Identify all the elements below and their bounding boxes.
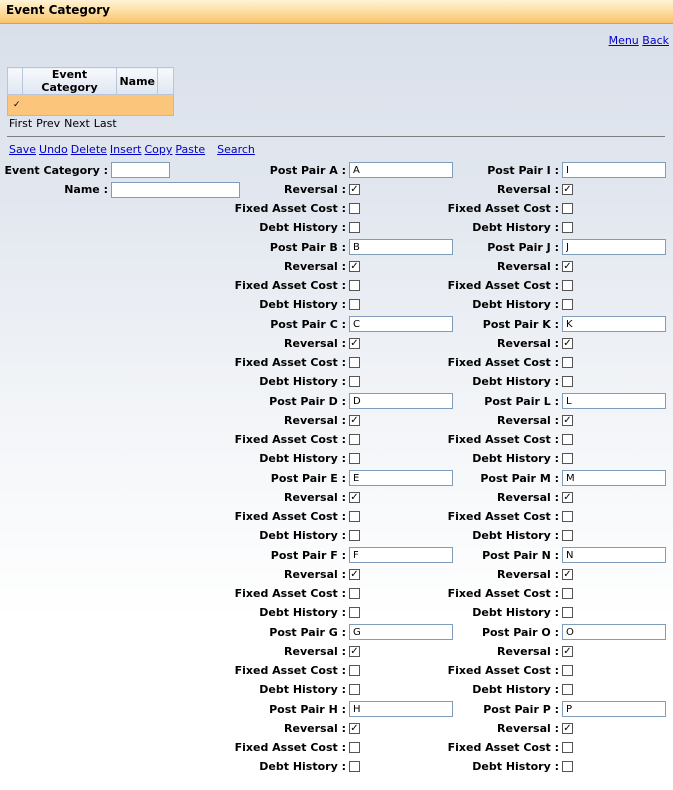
- post-pair-g-reversal-checkbox[interactable]: ✓: [350, 646, 359, 657]
- post-pair-l-fixed-asset-cost-checkbox[interactable]: [562, 434, 573, 445]
- post-pair-c-reversal-checkbox[interactable]: ✓: [350, 338, 359, 349]
- post-pair-m-debt-history-checkbox[interactable]: [562, 530, 573, 541]
- post-pair-g-debt-history-checkbox[interactable]: [349, 684, 360, 695]
- post-pair-i-fixed-asset-cost-checkbox[interactable]: [562, 203, 573, 214]
- post-pair-i-input[interactable]: [562, 162, 666, 178]
- post-pair-b-fixed-asset-cost-label: Fixed Asset Cost :: [234, 279, 346, 292]
- post-pair-e-reversal-checkbox[interactable]: ✓: [350, 492, 359, 503]
- post-pair-e-input[interactable]: [349, 470, 453, 486]
- post-pair-b-fixed-asset-cost-checkbox[interactable]: [349, 280, 360, 291]
- post-pair-d-debt-history-checkbox[interactable]: [349, 453, 360, 464]
- post-pair-f-debt-history-label: Debt History :: [259, 606, 346, 619]
- post-pair-c-reversal-label: Reversal :: [284, 337, 346, 350]
- post-pair-k-input[interactable]: [562, 316, 666, 332]
- post-pair-k-label: Post Pair K :: [482, 318, 559, 331]
- post-pair-o-fixed-asset-cost-checkbox[interactable]: [562, 665, 573, 676]
- post-pair-k-reversal-label: Reversal :: [497, 337, 559, 350]
- post-pair-g-label: Post Pair G :: [269, 626, 346, 639]
- post-pair-h-input[interactable]: [349, 701, 453, 717]
- event-category-input[interactable]: [111, 162, 170, 178]
- post-pair-o-reversal-label: Reversal :: [497, 645, 559, 658]
- post-pair-d-fixed-asset-cost-checkbox[interactable]: [349, 434, 360, 445]
- post-pair-p-reversal-label: Reversal :: [497, 722, 559, 735]
- post-pair-o-label: Post Pair O :: [481, 626, 559, 639]
- post-pair-d-label: Post Pair D :: [269, 395, 346, 408]
- title-bar: [0, 0, 673, 24]
- post-pair-g-reversal-label: Reversal :: [284, 645, 346, 658]
- post-pair-o-debt-history-checkbox[interactable]: [562, 684, 573, 695]
- post-pair-m-fixed-asset-cost-label: Fixed Asset Cost :: [447, 510, 559, 523]
- post-pair-h-debt-history-checkbox[interactable]: [349, 761, 360, 772]
- post-pair-b-input[interactable]: [349, 239, 453, 255]
- pager-last[interactable]: Last: [93, 117, 117, 130]
- post-pair-f-debt-history-checkbox[interactable]: [349, 607, 360, 618]
- insert-link[interactable]: Insert: [109, 143, 142, 156]
- post-pair-i-debt-history-checkbox[interactable]: [562, 222, 573, 233]
- post-pair-o-reversal-checkbox[interactable]: ✓: [563, 646, 572, 657]
- action-bar: [9, 143, 258, 156]
- post-pair-n-reversal-checkbox[interactable]: ✓: [563, 569, 572, 580]
- post-pair-c-input[interactable]: [349, 316, 453, 332]
- grid-selector-header: [8, 68, 23, 95]
- grid-header-spacer: [158, 68, 174, 95]
- post-pair-i-fixed-asset-cost-label: Fixed Asset Cost :: [447, 202, 559, 215]
- undo-link[interactable]: Undo: [39, 143, 68, 156]
- post-pair-c-debt-history-label: Debt History :: [259, 375, 346, 388]
- name-input[interactable]: [111, 182, 240, 198]
- search-link[interactable]: Search: [217, 143, 255, 156]
- post-pair-n-debt-history-checkbox[interactable]: [562, 607, 573, 618]
- post-pair-p-fixed-asset-cost-label: Fixed Asset Cost :: [447, 741, 559, 754]
- post-pair-h-debt-history-label: Debt History :: [259, 760, 346, 773]
- post-pair-j-debt-history-label: Debt History :: [472, 298, 559, 311]
- post-pair-c-fixed-asset-cost-label: Fixed Asset Cost :: [234, 356, 346, 369]
- post-pair-h-label: Post Pair H :: [269, 703, 346, 716]
- post-pair-m-debt-history-label: Debt History :: [472, 529, 559, 542]
- post-pair-m-reversal-label: Reversal :: [497, 491, 559, 504]
- post-pair-k-reversal-checkbox[interactable]: ✓: [563, 338, 572, 349]
- post-pair-l-debt-history-checkbox[interactable]: [562, 453, 573, 464]
- post-pair-j-fixed-asset-cost-label: Fixed Asset Cost :: [447, 279, 559, 292]
- post-pair-e-debt-history-checkbox[interactable]: [349, 530, 360, 541]
- paste-link[interactable]: Paste: [175, 143, 206, 156]
- post-pair-i-reversal-label: Reversal :: [497, 183, 559, 196]
- post-pair-a-input[interactable]: [349, 162, 453, 178]
- row-selected-marker[interactable]: ✓: [8, 95, 174, 116]
- post-pair-f-label: Post Pair F :: [270, 549, 346, 562]
- post-pair-d-fixed-asset-cost-label: Fixed Asset Cost :: [234, 433, 346, 446]
- post-pair-d-reversal-checkbox[interactable]: ✓: [350, 415, 359, 426]
- post-pair-a-debt-history-label: Debt History :: [259, 221, 346, 234]
- post-pair-a-debt-history-checkbox[interactable]: [349, 222, 360, 233]
- post-pair-g-input[interactable]: [349, 624, 453, 640]
- post-pair-e-fixed-asset-cost-label: Fixed Asset Cost :: [234, 510, 346, 523]
- back-link[interactable]: Back: [642, 34, 669, 47]
- post-pair-p-input[interactable]: [562, 701, 666, 717]
- post-pair-d-debt-history-label: Debt History :: [259, 452, 346, 465]
- save-link[interactable]: Save: [9, 143, 37, 156]
- post-pair-p-label: Post Pair P :: [483, 703, 559, 716]
- post-pair-e-reversal-label: Reversal :: [284, 491, 346, 504]
- post-pair-j-fixed-asset-cost-checkbox[interactable]: [562, 280, 573, 291]
- post-pair-b-debt-history-label: Debt History :: [259, 298, 346, 311]
- divider: [7, 136, 665, 137]
- top-links: [609, 34, 669, 47]
- grid-header-name[interactable]: Name: [117, 68, 158, 95]
- post-pair-c-debt-history-checkbox[interactable]: [349, 376, 360, 387]
- post-pair-l-input[interactable]: [562, 393, 666, 409]
- window-title: Event Category: [6, 3, 110, 17]
- post-pair-j-reversal-label: Reversal :: [497, 260, 559, 273]
- post-pair-m-fixed-asset-cost-checkbox[interactable]: [562, 511, 573, 522]
- post-pair-o-fixed-asset-cost-label: Fixed Asset Cost :: [447, 664, 559, 677]
- post-pair-i-debt-history-label: Debt History :: [472, 221, 559, 234]
- post-pair-h-reversal-checkbox[interactable]: ✓: [350, 723, 359, 734]
- post-pair-p-reversal-checkbox[interactable]: ✓: [563, 723, 572, 734]
- post-pair-f-input[interactable]: [349, 547, 453, 563]
- post-pair-f-fixed-asset-cost-checkbox[interactable]: [349, 588, 360, 599]
- post-pair-e-label: Post Pair E :: [270, 472, 346, 485]
- post-pair-k-debt-history-label: Debt History :: [472, 375, 559, 388]
- post-pair-l-reversal-checkbox[interactable]: ✓: [563, 415, 572, 426]
- post-pair-a-fixed-asset-cost-checkbox[interactable]: [349, 203, 360, 214]
- post-pair-j-debt-history-checkbox[interactable]: [562, 299, 573, 310]
- post-pair-n-input[interactable]: [562, 547, 666, 563]
- post-pair-b-label: Post Pair B :: [269, 241, 346, 254]
- post-pair-p-debt-history-label: Debt History :: [472, 760, 559, 773]
- event-category-label: Event Category :: [4, 164, 108, 177]
- post-pair-j-reversal-checkbox[interactable]: ✓: [563, 261, 572, 272]
- post-pair-m-reversal-checkbox[interactable]: ✓: [563, 492, 572, 503]
- post-pair-b-debt-history-checkbox[interactable]: [349, 299, 360, 310]
- name-label: Name :: [64, 183, 108, 196]
- post-pair-a-label: Post Pair A :: [269, 164, 346, 177]
- post-pair-g-debt-history-label: Debt History :: [259, 683, 346, 696]
- post-pair-n-fixed-asset-cost-checkbox[interactable]: [562, 588, 573, 599]
- post-pair-n-debt-history-label: Debt History :: [472, 606, 559, 619]
- post-pair-d-input[interactable]: [349, 393, 453, 409]
- post-pair-a-fixed-asset-cost-label: Fixed Asset Cost :: [234, 202, 346, 215]
- post-pair-p-fixed-asset-cost-checkbox[interactable]: [562, 742, 573, 753]
- post-pair-k-debt-history-checkbox[interactable]: [562, 376, 573, 387]
- post-pair-c-fixed-asset-cost-checkbox[interactable]: [349, 357, 360, 368]
- pager-prev[interactable]: Prev: [36, 117, 61, 130]
- post-pair-n-reversal-label: Reversal :: [497, 568, 559, 581]
- table-row[interactable]: [8, 95, 174, 116]
- post-pair-o-input[interactable]: [562, 624, 666, 640]
- post-pair-g-fixed-asset-cost-checkbox[interactable]: [349, 665, 360, 676]
- post-pair-i-label: Post Pair I :: [487, 164, 559, 177]
- post-pair-l-debt-history-label: Debt History :: [472, 452, 559, 465]
- post-pair-d-reversal-label: Reversal :: [284, 414, 346, 427]
- event-category-grid: [7, 67, 174, 116]
- post-pair-l-reversal-label: Reversal :: [497, 414, 559, 427]
- post-pair-f-reversal-checkbox[interactable]: ✓: [350, 569, 359, 580]
- post-pair-c-label: Post Pair C :: [270, 318, 346, 331]
- post-pair-a-reversal-label: Reversal :: [284, 183, 346, 196]
- post-pair-o-debt-history-label: Debt History :: [472, 683, 559, 696]
- post-pair-e-debt-history-label: Debt History :: [259, 529, 346, 542]
- post-pair-n-label: Post Pair N :: [482, 549, 559, 562]
- pager: [9, 117, 121, 130]
- post-pair-b-reversal-label: Reversal :: [284, 260, 346, 273]
- post-pair-l-label: Post Pair L :: [484, 395, 559, 408]
- menu-link[interactable]: Menu: [608, 34, 639, 47]
- post-pair-k-fixed-asset-cost-checkbox[interactable]: [562, 357, 573, 368]
- post-pair-e-fixed-asset-cost-checkbox[interactable]: [349, 511, 360, 522]
- post-pair-b-reversal-checkbox[interactable]: ✓: [350, 261, 359, 272]
- post-pair-n-fixed-asset-cost-label: Fixed Asset Cost :: [447, 587, 559, 600]
- post-pair-g-fixed-asset-cost-label: Fixed Asset Cost :: [234, 664, 346, 677]
- copy-link[interactable]: Copy: [144, 143, 173, 156]
- post-pair-p-debt-history-checkbox[interactable]: [562, 761, 573, 772]
- post-pair-l-fixed-asset-cost-label: Fixed Asset Cost :: [447, 433, 559, 446]
- post-pair-m-input[interactable]: [562, 470, 666, 486]
- post-pair-f-fixed-asset-cost-label: Fixed Asset Cost :: [234, 587, 346, 600]
- post-pair-a-reversal-checkbox[interactable]: ✓: [350, 184, 359, 195]
- post-pair-j-input[interactable]: [562, 239, 666, 255]
- post-pair-k-fixed-asset-cost-label: Fixed Asset Cost :: [447, 356, 559, 369]
- post-pair-i-reversal-checkbox[interactable]: ✓: [563, 184, 572, 195]
- post-pair-j-label: Post Pair J :: [487, 241, 559, 254]
- post-pair-h-fixed-asset-cost-checkbox[interactable]: [349, 742, 360, 753]
- post-pair-h-reversal-label: Reversal :: [284, 722, 346, 735]
- post-pair-h-fixed-asset-cost-label: Fixed Asset Cost :: [234, 741, 346, 754]
- delete-link[interactable]: Delete: [70, 143, 107, 156]
- pager-next[interactable]: Next: [64, 117, 90, 130]
- post-pair-m-label: Post Pair M :: [480, 472, 559, 485]
- post-pair-f-reversal-label: Reversal :: [284, 568, 346, 581]
- grid-header-event-category[interactable]: Event Category: [22, 68, 116, 95]
- pager-first[interactable]: First: [9, 117, 33, 130]
